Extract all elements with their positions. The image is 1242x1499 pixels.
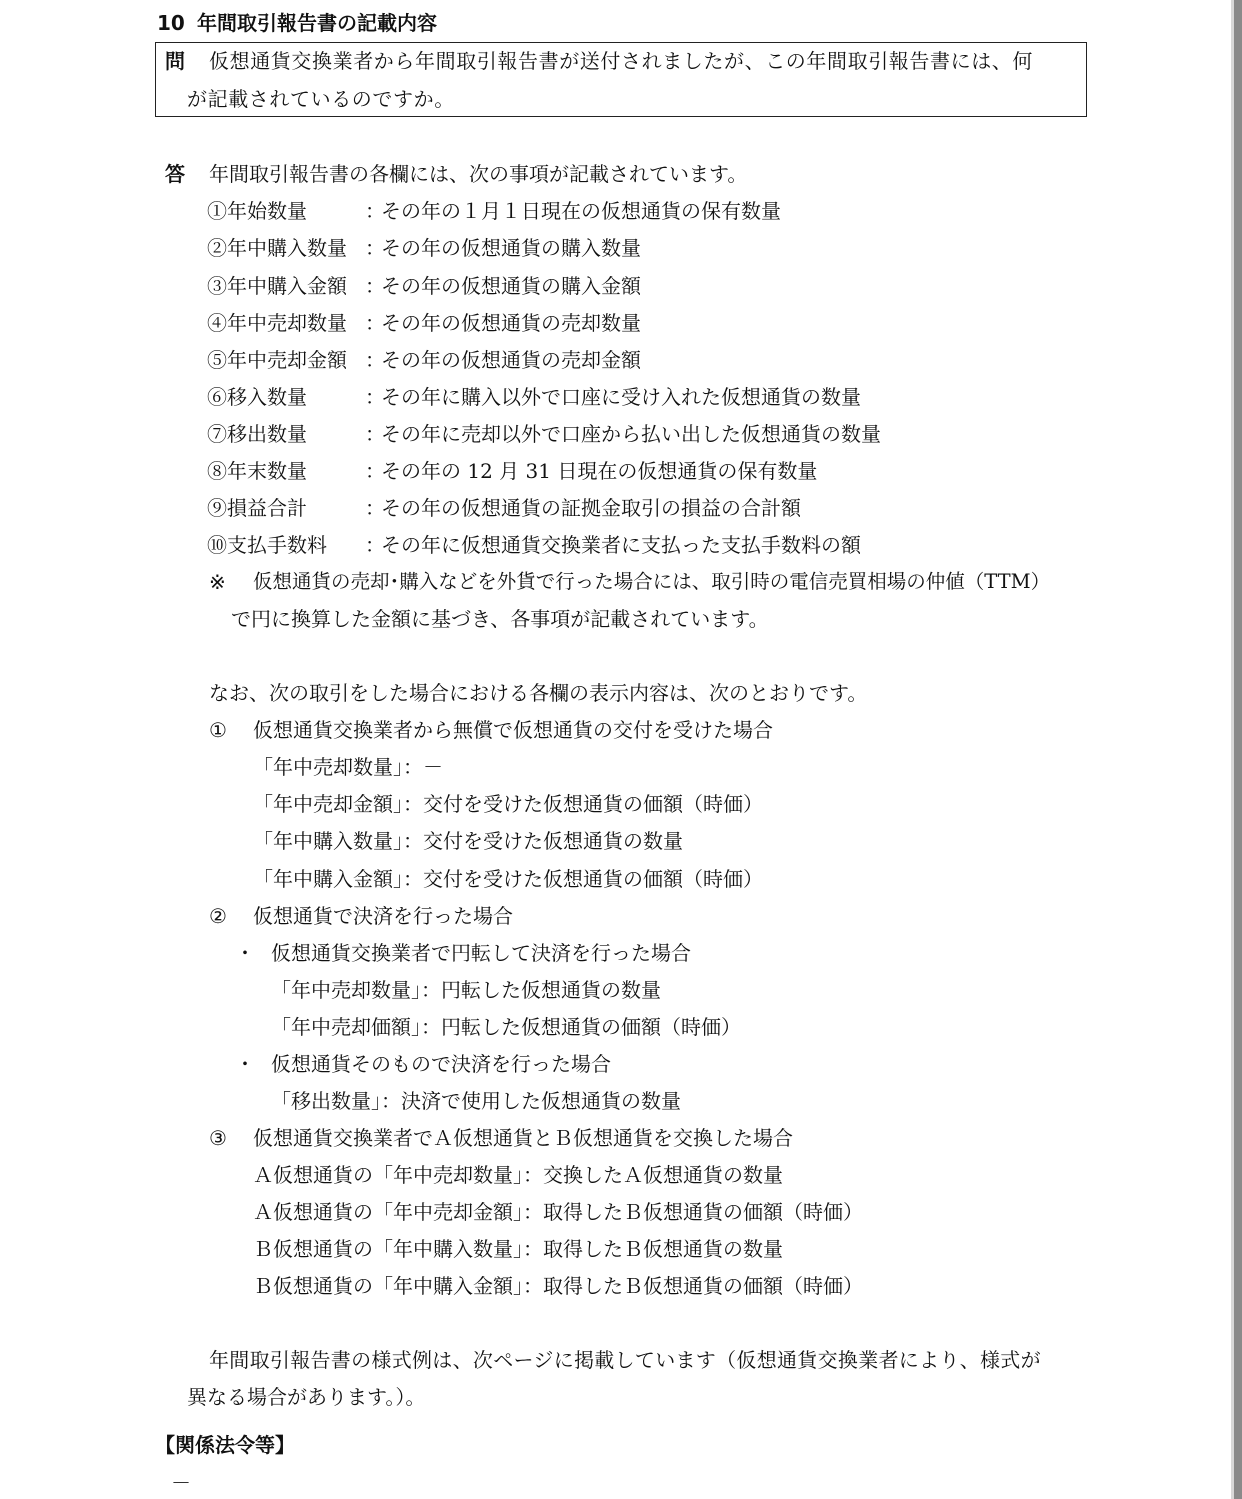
field-description: その年の仮想通貨の購入数量 — [381, 236, 641, 260]
case-1-line: 「年中売却数量」：－ — [253, 755, 443, 779]
note-line-1: 仮想通貨の売却･購入などを外貨で行った場合には、取引時の電信売買相場の仲値（TTM） — [253, 570, 1051, 593]
case-3-title: ③ 仮想通貨交換業者でＡ仮想通貨とＢ仮想通貨を交換した場合 — [209, 1126, 793, 1150]
case-3-line: Ｂ仮想通貨の「年中購入数量」：取得したＢ仮想通貨の数量 — [253, 1237, 783, 1261]
field-description: その年の仮想通貨の売却数量 — [381, 311, 641, 335]
report-field-item: ①年始数量 ：その年の１月１日現在の仮想通貨の保有数量 — [207, 199, 781, 223]
field-description: その年の仮想通貨の売却金額 — [381, 348, 641, 372]
field-description: その年に購入以外で口座に受け入れた仮想通貨の数量 — [381, 385, 861, 409]
case-1-line: 「年中売却金額」：交付を受けた仮想通貨の価額（時価） — [253, 792, 763, 816]
case-number: ② — [209, 904, 227, 928]
answer-intro: 年間取引報告書の各欄には、次の事項が記載されています。 — [209, 162, 748, 186]
case-2-sub-a-line: 「年中売却数量」：円転した仮想通貨の数量 — [271, 978, 661, 1002]
field-label: ⑦移出数量 — [207, 422, 307, 446]
field-description: その年の仮想通貨の購入金額 — [381, 274, 641, 298]
field-label: ⑤年中売却金額 — [207, 348, 347, 372]
note-line-2: で円に換算した金額に基づき、各事項が記載されています。 — [231, 607, 769, 631]
page-edge — [1234, 0, 1242, 1499]
field-label: ⑧年末数量 — [207, 459, 307, 483]
case-number: ① — [209, 718, 227, 742]
field-label: ②年中購入数量 — [207, 236, 347, 260]
answer-label: 答 — [165, 162, 185, 186]
related-laws-value: － — [171, 1471, 191, 1495]
question-line-1: 仮想通貨交換業者から年間取引報告書が送付されましたが、この年間取引報告書には、何 — [209, 49, 1033, 73]
report-field-item: ④年中売却数量 ：その年の仮想通貨の売却数量 — [207, 311, 641, 335]
field-label: ④年中売却数量 — [207, 311, 347, 335]
case-3-line: Ａ仮想通貨の「年中売却数量」：交換したＡ仮想通貨の数量 — [253, 1163, 783, 1187]
bullet: ・ — [235, 941, 255, 965]
report-field-item: ⑥移入数量 ：その年に購入以外で口座に受け入れた仮想通貨の数量 — [207, 385, 861, 409]
report-field-item: ⑨損益合計 ：その年の仮想通貨の証拠金取引の損益の合計額 — [207, 496, 801, 520]
report-field-item: ⑤年中売却金額 ：その年の仮想通貨の売却金額 — [207, 348, 641, 372]
case-2-title: ② 仮想通貨で決済を行った場合 — [209, 904, 513, 928]
field-label: ⑩支払手数料 — [207, 533, 327, 557]
case-2-sub-a-title: ・ 仮想通貨交換業者で円転して決済を行った場合 — [231, 940, 691, 966]
field-description: その年の仮想通貨の証拠金取引の損益の合計額 — [381, 496, 801, 520]
report-field-item: ⑩支払手数料 ：その年に仮想通貨交換業者に支払った支払手数料の額 — [207, 533, 861, 557]
case-2-sub-b-title: ・ 仮想通貨そのもので決済を行った場合 — [231, 1051, 611, 1077]
field-description: その年に売却以外で口座から払い出した仮想通貨の数量 — [381, 422, 881, 446]
bullet: ・ — [235, 1052, 255, 1076]
section-heading — [157, 10, 437, 36]
case-1-title: ① 仮想通貨交換業者から無償で仮想通貨の交付を受けた場合 — [209, 718, 773, 742]
closing-line-2: 異なる場合があります。）。 — [187, 1385, 426, 1409]
report-field-item: ⑧年末数量 ：その年の 12 月 31 日現在の仮想通貨の保有数量 — [207, 459, 818, 483]
field-label: ⑨損益合計 — [207, 496, 307, 520]
field-description: その年に仮想通貨交換業者に支払った支払手数料の額 — [381, 533, 861, 557]
report-field-item: ②年中購入数量 ：その年の仮想通貨の購入数量 — [207, 236, 641, 260]
case-3-line: Ｂ仮想通貨の「年中購入金額」：取得したＢ仮想通貨の価額（時価） — [253, 1274, 863, 1298]
case-number: ③ — [209, 1126, 227, 1150]
report-field-item: ⑦移出数量 ：その年に売却以外で口座から払い出した仮想通貨の数量 — [207, 422, 881, 446]
closing-line-1: 年間取引報告書の様式例は、次ページに掲載しています（仮想通貨交換業者により、様式が — [209, 1348, 1041, 1372]
case-1-line: 「年中購入金額」：交付を受けた仮想通貨の価額（時価） — [253, 867, 763, 891]
section-title: 年間取引報告書の記載内容 — [197, 11, 437, 35]
field-description: その年の１月１日現在の仮想通貨の保有数量 — [381, 199, 781, 223]
field-label: ③年中購入金額 — [207, 274, 347, 298]
field-label: ①年始数量 — [207, 199, 307, 223]
case-2-sub-b-line: 「移出数量」：決済で使用した仮想通貨の数量 — [271, 1089, 681, 1113]
question-label: 問 — [165, 49, 185, 73]
related-laws-heading: 【関係法令等】 — [155, 1433, 295, 1457]
nao-intro: なお、次の取引をした場合における各欄の表示内容は、次のとおりです。 — [209, 681, 868, 705]
note-mark: ※ — [209, 570, 226, 594]
report-field-item: ③年中購入金額 ：その年の仮想通貨の購入金額 — [207, 274, 641, 298]
case-3-line: Ａ仮想通貨の「年中売却金額」：取得したＢ仮想通貨の価額（時価） — [253, 1200, 863, 1224]
case-1-line: 「年中購入数量」：交付を受けた仮想通貨の数量 — [253, 829, 683, 853]
section-number: 10 — [157, 11, 185, 35]
case-2-sub-a-line: 「年中売却価額」：円転した仮想通貨の価額（時価） — [271, 1015, 741, 1039]
field-label: ⑥移入数量 — [207, 385, 307, 409]
question-line-2: が記載されているのですか。 — [187, 87, 455, 111]
field-description: その年の 12 月 31 日現在の仮想通貨の保有数量 — [381, 459, 818, 483]
